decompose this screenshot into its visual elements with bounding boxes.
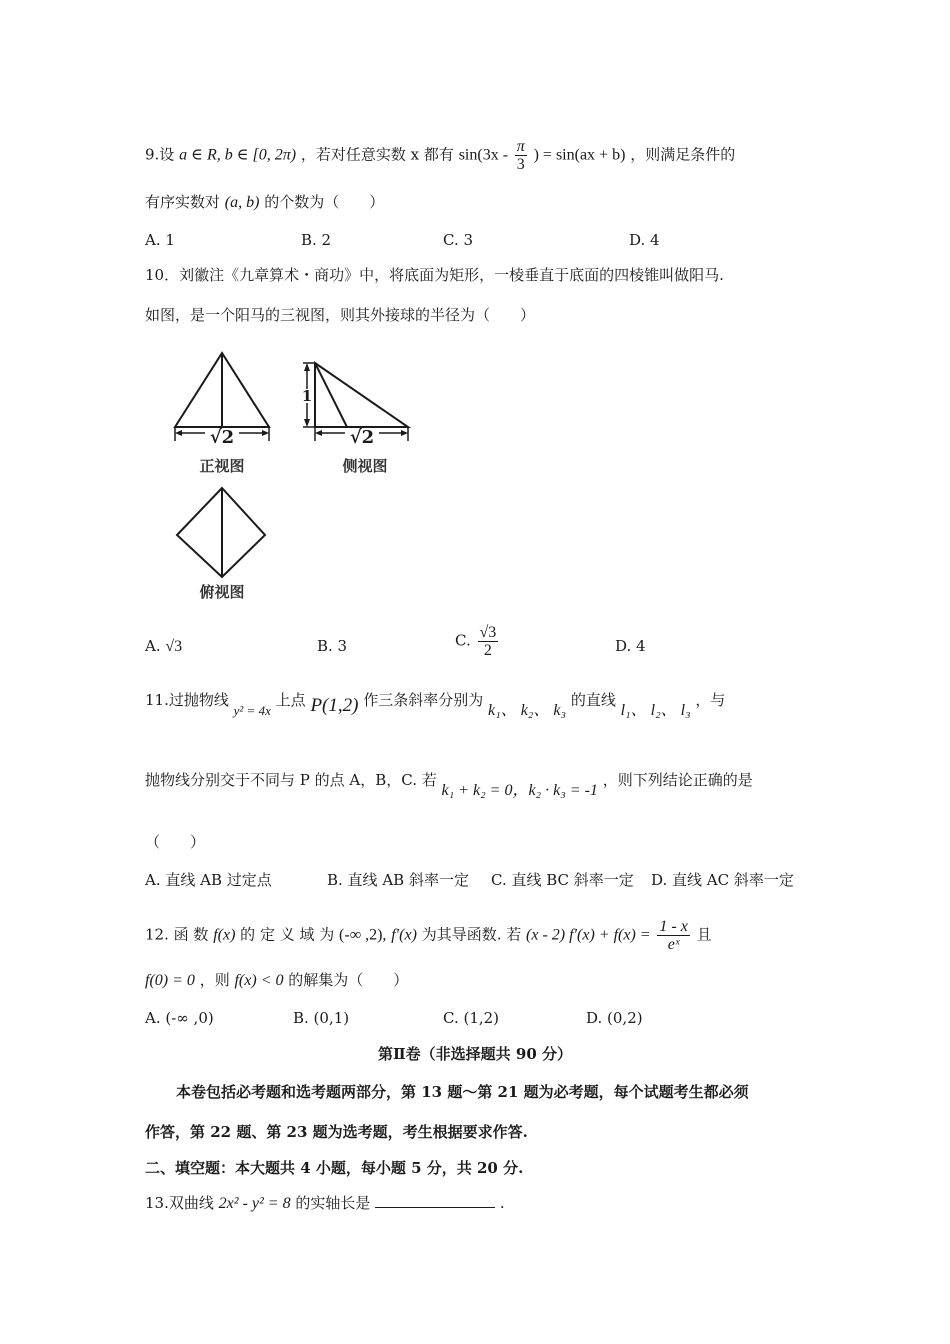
q11-comma: ，与 [695,691,726,709]
side-view-label: 侧视图 [342,457,388,475]
q9-option-b: B. 2 [301,231,332,249]
q9-pi-over-3 [515,138,527,173]
q10-line1: 10．刘徽注《九章算术・商功》中，将底面为矩形，一棱垂直于底面的四棱锥叫做阳马. [145,266,724,284]
q11-paren: （ ） [145,833,206,851]
q10-opt-a-prefix: A. [145,637,161,655]
side-dim-label: √2 [349,427,375,448]
q12-cond: f(0) = 0 [145,972,195,989]
q9-condition: a ∈ R, b ∈ [0, 2π) [179,146,297,164]
q11-parabola: y² = 4x [233,703,271,718]
q10-option-c [455,624,500,659]
q12-fraction [657,918,689,953]
q9-eq-left: sin(3x - [458,146,509,164]
q9-pair: (a, b) [224,194,260,211]
q10-opt-c-den: 2 [483,642,492,659]
q11-option-c: C. 直线 BC 斜率一定 [491,871,634,889]
q12-option-d: D. (0,2) [586,1009,643,1027]
q12-option-c: C. (1,2) [443,1009,500,1027]
q10-option-a [145,636,182,657]
q11-slopes: k₁、 k₂、 k₃ [488,702,567,719]
q10-opt-c-num: √3 [479,624,497,641]
section-intro-line1: 本卷包括必考题和选考题两部分，第 13 题～第 21 题为必考题，每个试题考生都必须 [176,1083,749,1101]
q9-line2-end: 的个数为（ ） [264,193,385,211]
q11-make: 作三条斜率分别为 [363,691,484,709]
q9-option-a: A. 1 [145,231,175,249]
q10-line2: 如图，是一个阳马的三视图，则其外接球的半径为（ ） [145,306,536,324]
q13-prefix: 13.双曲线 [145,1194,214,1212]
q12-line2-mid: ，则 [199,971,230,989]
q9-prefix: 9.设 [145,145,175,164]
q11-option-d: D. 直线 AC 斜率一定 [651,871,794,889]
q11-lines: l₁、 l₂、 l₃ [620,702,691,719]
q9-option-d: D. 4 [629,231,660,249]
q12-frac-num: 1 - x [659,918,688,935]
q11-condition: k₁ + k₂ = 0，k₂ · k₃ = -1 [441,782,598,799]
front-view-label: 正视图 [199,457,245,475]
q12-equation: (x - 2) f′(x) + f(x) = [526,926,651,944]
q12-prefix: 12. 函 数 [145,925,209,944]
q13-answer-blank[interactable] [375,1193,495,1208]
section-title: 第Ⅱ卷（非选择题共 90 分） [378,1045,572,1063]
q10-option-d: D. 4 [615,637,646,655]
top-view [177,488,265,577]
q12-fx: f(x) [213,926,236,944]
q13-end: . [499,1194,505,1212]
q9-text-mid: ，若对任意实数 x 都有 [300,145,454,164]
front-dim-label: √2 [209,427,235,448]
q12-deriv-text: 为其导函数. 若 [421,925,522,944]
q12-domain-text: 的 定 义 域 为 [240,925,335,944]
q11-line2-pre: 抛物线分别交于不同与 P 的点 A，B，C. 若 [145,771,437,789]
q11-lines-word: 的直线 [570,691,616,709]
q11-line2-end: ，则下列结论正确的是 [602,771,753,789]
q12-option-b: B. (0,1) [293,1009,350,1027]
q9-frac-den: 3 [516,156,525,173]
q9-eq-right: ) = sin(ax + b) [533,146,626,164]
q12-line2 [145,970,408,991]
q13-post: 的实轴长是 [295,1194,371,1212]
q10-option-b: B. 3 [317,637,348,655]
q12-domain: (-∞ ,2), [339,926,387,944]
q12-fpx: f′(x) [391,926,417,944]
q11-line2 [145,770,753,799]
q11-on: 上点 [275,691,306,709]
q11-option-b: B. 直线 AB 斜率一定 [327,871,469,889]
q11-line1 [145,690,726,719]
q13-line [145,1193,505,1214]
q9-line1 [145,138,735,173]
q12-line1 [145,918,712,953]
top-view-label: 俯视图 [199,583,245,601]
part-heading: 二、填空题：本大题共 4 小题，每小题 5 分，共 20 分. [145,1159,524,1177]
q11-point: P(1,2) [310,695,359,716]
q13-equation: 2x² - y² = 8 [218,1195,291,1212]
q9-text-end: ，则满足条件的 [630,145,736,164]
q9-option-c: C. 3 [443,231,474,249]
q9-line2 [145,192,384,213]
q9-line2-pre: 有序实数对 [145,193,221,211]
side-height-label: 1 [301,387,313,405]
q11-prefix: 11.过抛物线 [145,691,229,709]
section-intro-line2: 作答，第 22 题、第 23 题为选考题，考生根据要求作答. [145,1123,528,1141]
q10-opt-a-value: √3 [165,638,183,655]
q11-option-a: A. 直线 AB 过定点 [145,871,272,889]
q9-frac-num: π [516,138,525,155]
q12-inequality: f(x) < 0 [234,972,284,989]
three-view-figure [165,345,425,610]
q12-line2-end: 的解集为（ ） [288,971,409,989]
q12-option-a: A. (-∞ ,0) [145,1009,214,1027]
q10-opt-c-prefix: C. [455,631,471,650]
q10-opt-c-frac [478,624,499,659]
q12-and: 且 [696,925,712,944]
q12-frac-den: eˣ [667,936,680,953]
